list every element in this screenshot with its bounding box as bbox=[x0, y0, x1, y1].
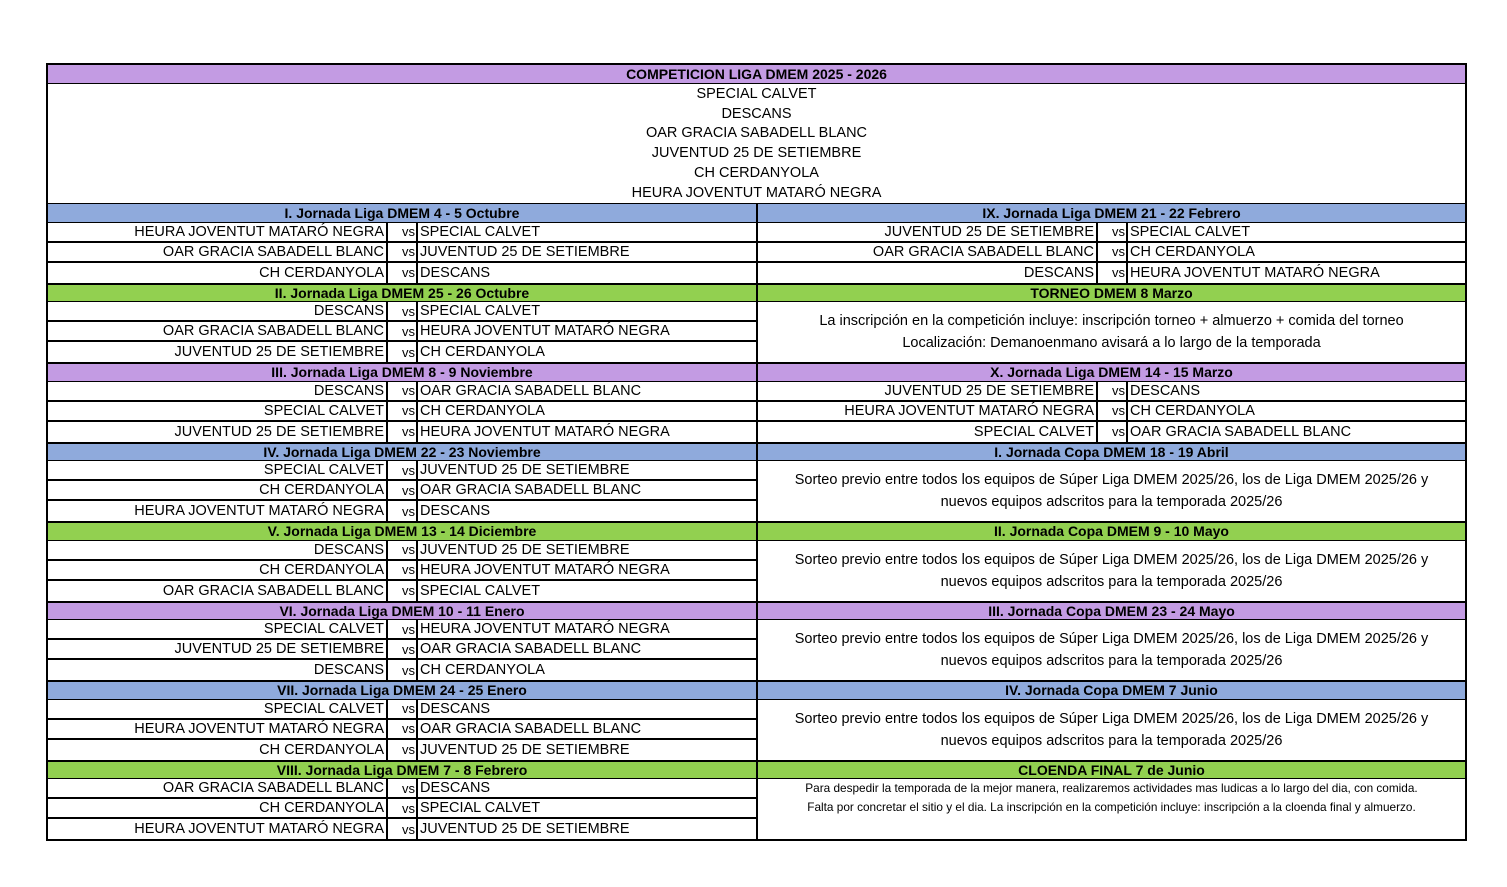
match-row bbox=[48, 382, 756, 402]
match-list bbox=[48, 382, 756, 442]
vs-label: vs bbox=[388, 720, 418, 738]
away-team: OAR GRACIA SABADELL BLANC bbox=[1130, 423, 1352, 440]
teams-list bbox=[48, 84, 1465, 203]
vs-label: vs bbox=[388, 561, 418, 579]
away-team: SPECIAL CALVET bbox=[420, 303, 541, 320]
home-team: CH CERDANYOLA bbox=[48, 481, 388, 499]
match-list bbox=[48, 700, 756, 760]
match-row bbox=[48, 620, 756, 640]
match-row bbox=[48, 740, 756, 760]
vs-label: vs bbox=[388, 799, 418, 817]
vs-label: vs bbox=[1098, 243, 1128, 261]
round-section bbox=[48, 601, 756, 681]
match-row bbox=[758, 243, 1465, 263]
home-team: CH CERDANYOLA bbox=[48, 740, 388, 760]
away-team: OAR GRACIA SABADELL BLANC bbox=[420, 482, 642, 499]
home-team: HEURA JOVENTUT MATARÓ NEGRA bbox=[48, 720, 388, 738]
vs-label: vs bbox=[388, 302, 418, 320]
match-row bbox=[48, 819, 756, 839]
home-team: JUVENTUD 25 DE SETIEMBRE bbox=[48, 640, 388, 658]
vs-label: vs bbox=[388, 243, 418, 261]
match-row bbox=[48, 322, 756, 342]
away-team: JUVENTUD 25 DE SETIEMBRE bbox=[420, 462, 630, 479]
match-row bbox=[48, 422, 756, 442]
home-team: OAR GRACIA SABADELL BLANC bbox=[48, 322, 388, 340]
away-team: HEURA JOVENTUT MATARÓ NEGRA bbox=[420, 423, 670, 440]
match-row bbox=[48, 779, 756, 799]
note-line: nuevos equipos adscritos para la temporada 2025/26 bbox=[940, 732, 1283, 749]
away-team: OAR GRACIA SABADELL BLANC bbox=[420, 720, 642, 737]
home-team: HEURA JOVENTUT MATARÓ NEGRA bbox=[758, 402, 1098, 420]
match-row bbox=[758, 263, 1465, 283]
match-row bbox=[48, 799, 756, 819]
away-team: HEURA JOVENTUT MATARÓ NEGRA bbox=[1130, 264, 1380, 281]
match-row bbox=[48, 640, 756, 660]
round-section bbox=[758, 283, 1465, 363]
vs-label: vs bbox=[388, 819, 418, 839]
away-team: HEURA JOVENTUT MATARÓ NEGRA bbox=[420, 621, 670, 638]
vs-label: vs bbox=[388, 481, 418, 499]
match-row bbox=[48, 223, 756, 243]
home-team: HEURA JOVENTUT MATARÓ NEGRA bbox=[48, 819, 388, 839]
home-team: SPECIAL CALVET bbox=[758, 422, 1098, 442]
note-line: nuevos equipos adscritos para la temporada 2025/26 bbox=[940, 494, 1283, 511]
round-header: VI. Jornada Liga DMEM 10 - 11 Enero bbox=[48, 601, 756, 621]
home-team: SPECIAL CALVET bbox=[48, 620, 388, 638]
round-header: IX. Jornada Liga DMEM 21 - 22 Febrero bbox=[758, 203, 1465, 223]
schedule-sheet bbox=[46, 63, 1467, 841]
away-team: CH CERDANYOLA bbox=[420, 662, 545, 679]
away-team: DESCANS bbox=[420, 780, 491, 797]
round-header: IV. Jornada Liga DMEM 22 - 23 Noviembre bbox=[48, 442, 756, 462]
vs-label: vs bbox=[388, 342, 418, 362]
vs-label: vs bbox=[388, 402, 418, 420]
home-team: OAR GRACIA SABADELL BLANC bbox=[758, 243, 1098, 261]
vs-label: vs bbox=[388, 640, 418, 658]
match-list bbox=[48, 223, 756, 283]
round-section bbox=[758, 442, 1465, 522]
home-team: JUVENTUD 25 DE SETIEMBRE bbox=[758, 382, 1098, 400]
round-header: II. Jornada Liga DMEM 25 - 26 Octubre bbox=[48, 283, 756, 303]
match-row bbox=[48, 581, 756, 601]
team-name: HEURA JOVENTUT MATARÓ NEGRA bbox=[631, 184, 882, 201]
match-row bbox=[48, 402, 756, 422]
note-line: Sorteo previo entre todos los equipos de Súper Liga DMEM 2025/26, los de Liga DMEM 2025/26 y bbox=[794, 551, 1429, 568]
team-name: JUVENTUD 25 DE SETIEMBRE bbox=[651, 145, 862, 162]
team-name: DESCANS bbox=[721, 105, 792, 122]
away-team: HEURA JOVENTUT MATARÓ NEGRA bbox=[420, 561, 670, 578]
note-line: nuevos equipos adscritos para la temporada 2025/26 bbox=[940, 573, 1283, 590]
away-team: JUVENTUD 25 DE SETIEMBRE bbox=[420, 243, 630, 260]
match-row bbox=[48, 700, 756, 720]
home-team: DESCANS bbox=[48, 302, 388, 320]
round-section bbox=[48, 362, 756, 442]
round-notes bbox=[758, 700, 1465, 760]
vs-label: vs bbox=[388, 541, 418, 559]
away-team: JUVENTUD 25 DE SETIEMBRE bbox=[420, 821, 630, 838]
schedule-columns bbox=[48, 203, 1465, 839]
round-header: I. Jornada Liga DMEM 4 - 5 Octubre bbox=[48, 203, 756, 223]
right-column bbox=[758, 203, 1465, 839]
round-header: I. Jornada Copa DMEM 18 - 19 Abril bbox=[758, 442, 1465, 462]
away-team: HEURA JOVENTUT MATARÓ NEGRA bbox=[420, 323, 670, 340]
match-row bbox=[758, 402, 1465, 422]
match-row bbox=[48, 243, 756, 263]
match-row bbox=[48, 501, 756, 521]
round-section bbox=[758, 521, 1465, 601]
match-list bbox=[758, 223, 1465, 283]
vs-label: vs bbox=[388, 501, 418, 521]
vs-label: vs bbox=[1098, 223, 1128, 241]
home-team: DESCANS bbox=[758, 263, 1098, 283]
match-row bbox=[48, 461, 756, 481]
note-line: Sorteo previo entre todos los equipos de Súper Liga DMEM 2025/26, los de Liga DMEM 2025/26 y bbox=[794, 472, 1429, 489]
round-notes bbox=[758, 461, 1465, 521]
note-line: La inscripción en la competición incluye: inscripción torneo + almuerzo + comida del torneo bbox=[819, 313, 1404, 330]
round-header: V. Jornada Liga DMEM 13 - 14 Diciembre bbox=[48, 521, 756, 541]
match-row bbox=[48, 660, 756, 680]
match-row bbox=[48, 263, 756, 283]
team-name: SPECIAL CALVET bbox=[696, 85, 817, 102]
home-team: CH CERDANYOLA bbox=[48, 263, 388, 283]
note-line: Para despedir la temporada de la mejor manera, realizaremos actividades mas ludicas a lo largo del dia, con comida. bbox=[805, 781, 1418, 796]
away-team: DESCANS bbox=[420, 264, 491, 281]
round-section bbox=[48, 680, 756, 760]
match-list bbox=[48, 779, 756, 839]
away-team: DESCANS bbox=[1130, 382, 1201, 399]
round-section bbox=[48, 283, 756, 363]
vs-label: vs bbox=[388, 660, 418, 680]
team-name: OAR GRACIA SABADELL BLANC bbox=[645, 125, 868, 142]
match-row bbox=[48, 302, 756, 322]
home-team: CH CERDANYOLA bbox=[48, 561, 388, 579]
round-notes bbox=[758, 620, 1465, 680]
round-header: IV. Jornada Copa DMEM 7 Junio bbox=[758, 680, 1465, 700]
home-team: SPECIAL CALVET bbox=[48, 461, 388, 479]
competition-title: COMPETICION LIGA DMEM 2025 - 2026 bbox=[48, 65, 1465, 84]
away-team: SPECIAL CALVET bbox=[420, 582, 541, 599]
round-section bbox=[48, 442, 756, 522]
round-header: TORNEO DMEM 8 Marzo bbox=[758, 283, 1465, 303]
home-team: OAR GRACIA SABADELL BLANC bbox=[48, 581, 388, 601]
vs-label: vs bbox=[388, 382, 418, 400]
match-row bbox=[758, 382, 1465, 402]
round-notes bbox=[758, 302, 1465, 362]
vs-label: vs bbox=[1098, 263, 1128, 283]
note-line: Sorteo previo entre todos los equipos de Súper Liga DMEM 2025/26, los de Liga DMEM 2025/26 y bbox=[794, 710, 1429, 727]
round-header: CLOENDA FINAL 7 de Junio bbox=[758, 760, 1465, 780]
vs-label: vs bbox=[388, 581, 418, 601]
vs-label: vs bbox=[1098, 402, 1128, 420]
vs-label: vs bbox=[388, 779, 418, 797]
note-line: nuevos equipos adscritos para la temporada 2025/26 bbox=[940, 653, 1283, 670]
round-notes bbox=[758, 541, 1465, 601]
round-notes bbox=[758, 779, 1465, 839]
round-section bbox=[758, 760, 1465, 840]
round-section bbox=[48, 760, 756, 840]
home-team: OAR GRACIA SABADELL BLANC bbox=[48, 243, 388, 261]
round-header: X. Jornada Liga DMEM 14 - 15 Marzo bbox=[758, 362, 1465, 382]
home-team: JUVENTUD 25 DE SETIEMBRE bbox=[48, 342, 388, 362]
away-team: JUVENTUD 25 DE SETIEMBRE bbox=[420, 541, 630, 558]
round-header: III. Jornada Liga DMEM 8 - 9 Noviembre bbox=[48, 362, 756, 382]
home-team: SPECIAL CALVET bbox=[48, 402, 388, 420]
vs-label: vs bbox=[388, 620, 418, 638]
home-team: OAR GRACIA SABADELL BLANC bbox=[48, 779, 388, 797]
match-list bbox=[48, 461, 756, 521]
vs-label: vs bbox=[388, 700, 418, 718]
round-header: III. Jornada Copa DMEM 23 - 24 Mayo bbox=[758, 601, 1465, 621]
round-section bbox=[758, 203, 1465, 283]
home-team: DESCANS bbox=[48, 660, 388, 680]
round-section bbox=[48, 521, 756, 601]
home-team: DESCANS bbox=[48, 541, 388, 559]
vs-label: vs bbox=[388, 263, 418, 283]
home-team: SPECIAL CALVET bbox=[48, 700, 388, 718]
away-team: SPECIAL CALVET bbox=[420, 223, 541, 240]
match-row bbox=[48, 342, 756, 362]
round-section bbox=[758, 601, 1465, 681]
match-list bbox=[48, 541, 756, 601]
round-header: VIII. Jornada Liga DMEM 7 - 8 Febrero bbox=[48, 760, 756, 780]
team-name: CH CERDANYOLA bbox=[694, 165, 819, 182]
note-line: Localización: Demanoenmano avisará a lo largo de la temporada bbox=[902, 335, 1321, 352]
match-row bbox=[48, 541, 756, 561]
vs-label: vs bbox=[388, 223, 418, 241]
home-team: HEURA JOVENTUT MATARÓ NEGRA bbox=[48, 501, 388, 521]
match-list bbox=[48, 620, 756, 680]
match-row bbox=[758, 422, 1465, 442]
vs-label: vs bbox=[1098, 382, 1128, 400]
vs-label: vs bbox=[388, 422, 418, 442]
match-row bbox=[48, 481, 756, 501]
round-header: VII. Jornada Liga DMEM 24 - 25 Enero bbox=[48, 680, 756, 700]
round-section bbox=[758, 362, 1465, 442]
away-team: SPECIAL CALVET bbox=[420, 800, 541, 817]
note-line: Falta por concretar el sitio y el dia. La inscripción en la competición incluye: inscripción a la cloenda final y almuerzo. bbox=[807, 800, 1416, 815]
away-team: OAR GRACIA SABADELL BLANC bbox=[420, 382, 642, 399]
away-team: CH CERDANYOLA bbox=[1130, 243, 1255, 260]
left-column bbox=[48, 203, 758, 839]
home-team: DESCANS bbox=[48, 382, 388, 400]
home-team: JUVENTUD 25 DE SETIEMBRE bbox=[758, 223, 1098, 241]
away-team: CH CERDANYOLA bbox=[1130, 402, 1255, 419]
away-team: OAR GRACIA SABADELL BLANC bbox=[420, 641, 642, 658]
match-row bbox=[48, 561, 756, 581]
match-row bbox=[48, 720, 756, 740]
vs-label: vs bbox=[388, 461, 418, 479]
home-team: HEURA JOVENTUT MATARÓ NEGRA bbox=[48, 223, 388, 241]
match-row bbox=[758, 223, 1465, 243]
match-list bbox=[758, 382, 1465, 442]
vs-label: vs bbox=[388, 322, 418, 340]
away-team: JUVENTUD 25 DE SETIEMBRE bbox=[420, 741, 630, 758]
vs-label: vs bbox=[388, 740, 418, 760]
note-line: Sorteo previo entre todos los equipos de Súper Liga DMEM 2025/26, los de Liga DMEM 2025/26 y bbox=[794, 631, 1429, 648]
home-team: JUVENTUD 25 DE SETIEMBRE bbox=[48, 422, 388, 442]
away-team: SPECIAL CALVET bbox=[1130, 223, 1251, 240]
round-section bbox=[758, 680, 1465, 760]
vs-label: vs bbox=[1098, 422, 1128, 442]
away-team: DESCANS bbox=[420, 700, 491, 717]
round-header: II. Jornada Copa DMEM 9 - 10 Mayo bbox=[758, 521, 1465, 541]
away-team: CH CERDANYOLA bbox=[420, 344, 545, 361]
away-team: DESCANS bbox=[420, 503, 491, 520]
match-list bbox=[48, 302, 756, 362]
away-team: CH CERDANYOLA bbox=[420, 402, 545, 419]
home-team: CH CERDANYOLA bbox=[48, 799, 388, 817]
round-section bbox=[48, 203, 756, 283]
